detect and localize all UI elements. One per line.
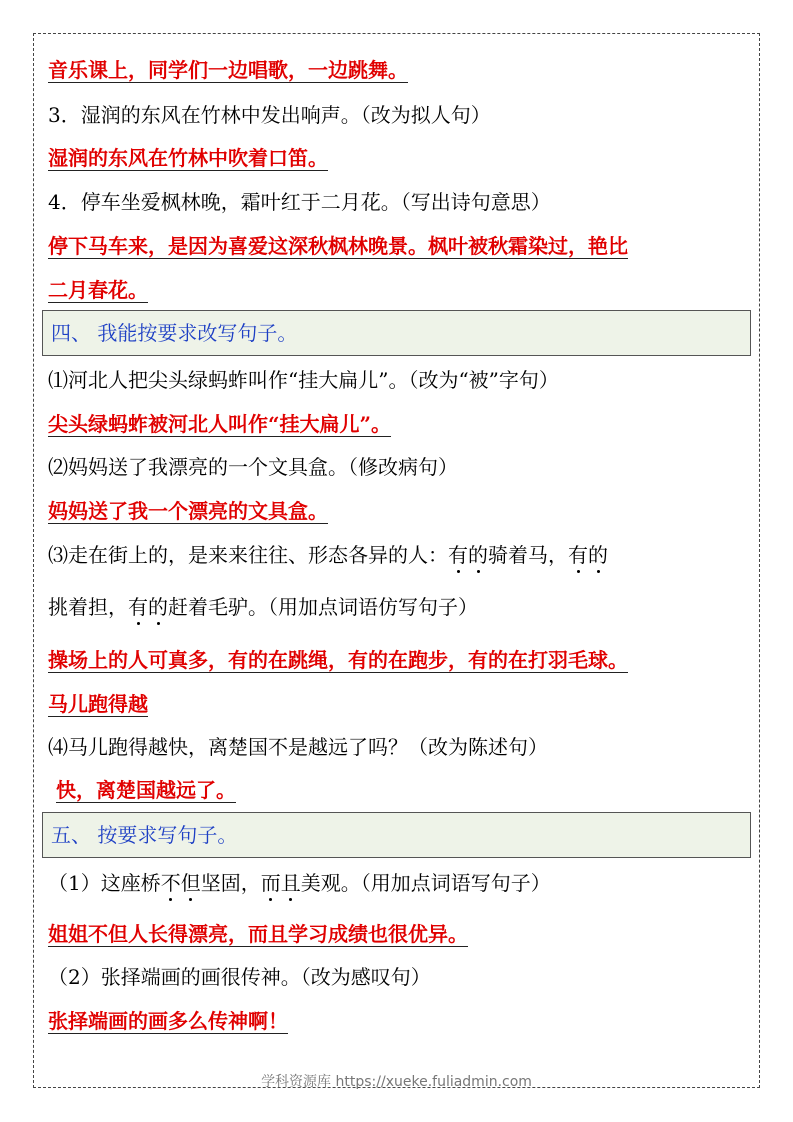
s4-answer-1: 尖头绿蚂蚱被河北人叫作“挂大扁儿”。 xyxy=(48,412,392,436)
s4-question-3-line2: 挑着担，有的赶着毛驴。（用加点词语仿写句子） xyxy=(48,595,478,619)
s5-question-1: （1）这座桥不但坚固，而且美观。（用加点词语写句子） xyxy=(48,871,551,895)
question-3: 3．湿润的东风在竹林中发出响声。（改为拟人句） xyxy=(48,103,491,127)
section-4-header: 四、 我能按要求改写句子。 xyxy=(42,310,751,356)
s4-answer-4: 快，离楚国越远了。 xyxy=(56,778,236,802)
dotted-word: 有的 xyxy=(568,543,608,567)
footer-watermark: 学科资源库 https://xueke.fuliadmin.com xyxy=(261,1074,532,1090)
s4-question-1: ⑴河北人把尖头绿蚂蚱叫作“挂大扁儿”。（改为“被”字句） xyxy=(48,368,559,392)
dotted-word: 有的 xyxy=(448,543,488,567)
question-4: 4．停车坐爱枫林晚，霜叶红于二月花。（写出诗句意思） xyxy=(48,190,551,214)
dotted-word: 而且 xyxy=(260,871,301,895)
s5-answer-2: 张择端画的画多么传神啊！ xyxy=(48,1009,288,1033)
s5-question-2: （2）张择端画的画很传神。（改为感叹句） xyxy=(48,965,431,989)
s4-answer-3: 操场上的人可真多，有的在跳绳，有的在跑步，有的在打羽毛球。 xyxy=(48,648,628,672)
answer-line: 音乐课上，同学们一边唱歌，一边跳舞。 xyxy=(48,58,408,82)
s4-question-3-line1: ⑶走在街上的，是来来往往、形态各异的人：有的骑着马，有的 xyxy=(48,543,608,567)
section-5-header: 五、 按要求写句子。 xyxy=(42,812,751,858)
dotted-word: 有的 xyxy=(128,595,168,619)
dotted-word: 不但 xyxy=(160,871,201,895)
s4-question-4: ⑷马儿跑得越快，离楚国不是越远了吗？（改为陈述句） xyxy=(48,735,548,759)
s4-question-2: ⑵妈妈送了我漂亮的一个文具盒。（修改病句） xyxy=(48,455,458,479)
s5-answer-1: 姐姐不但人长得漂亮，而且学习成绩也很优异。 xyxy=(48,922,468,946)
s4-answer-2: 妈妈送了我一个漂亮的文具盒。 xyxy=(48,499,328,523)
answer-3: 湿润的东风在竹林中吹着口笛。 xyxy=(48,146,328,170)
answer-4-line1: 停下马车来，是因为喜爱这深秋枫林晚景。枫叶被秋霜染过，艳比 xyxy=(48,234,628,258)
s4-answer-3-cont: 马儿跑得越 xyxy=(48,692,148,716)
answer-4-line2: 二月春花。 xyxy=(48,278,148,302)
